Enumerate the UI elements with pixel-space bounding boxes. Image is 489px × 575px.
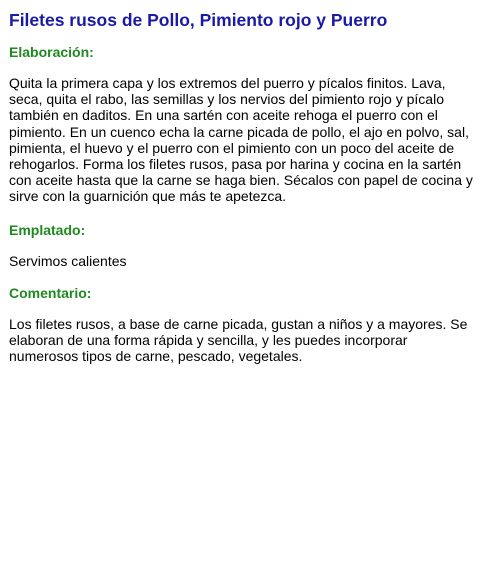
section-text-elaboracion: Quita la primera capa y los extremos del puerro y pícalos finitos. Lava, seca, quita el rabo, las semillas y los nervios del pimiento rojo y pícalo también en daditos. En una sartén con aceite rehoga el puerro con el pimiento. En un cuenco echa la carne picada de pollo, el ajo en polvo, sal, pimienta, el huevo y el puerro con el pimiento con un poco del aceite de rehogarlos. Forma los filetes rusos, pasa por harina y cocina en la sartén con aceite hasta que la carne se haga bien. Sécalos con papel de cocina y sirve con la guarnición que más te apetezca. (9, 75, 473, 205)
section-heading-emplatado: Emplatado: (9, 221, 86, 238)
section-heading-elaboracion: Elaboración: (9, 44, 94, 60)
section-text-comentario: Los filetes rusos, a base de carne picada, gustan a niños y a mayores. Se elaboran de una forma rápida y sencilla, y les puedes incorporar numerosos tipos de carne, pescado, vegetales. (9, 315, 468, 365)
section-heading-comentario: Comentario: (9, 284, 92, 301)
section-text-emplatado: Servimos calientes (9, 252, 127, 269)
recipe-title: Filetes rusos de Pollo, Pimiento rojo y Puerro (9, 10, 388, 30)
